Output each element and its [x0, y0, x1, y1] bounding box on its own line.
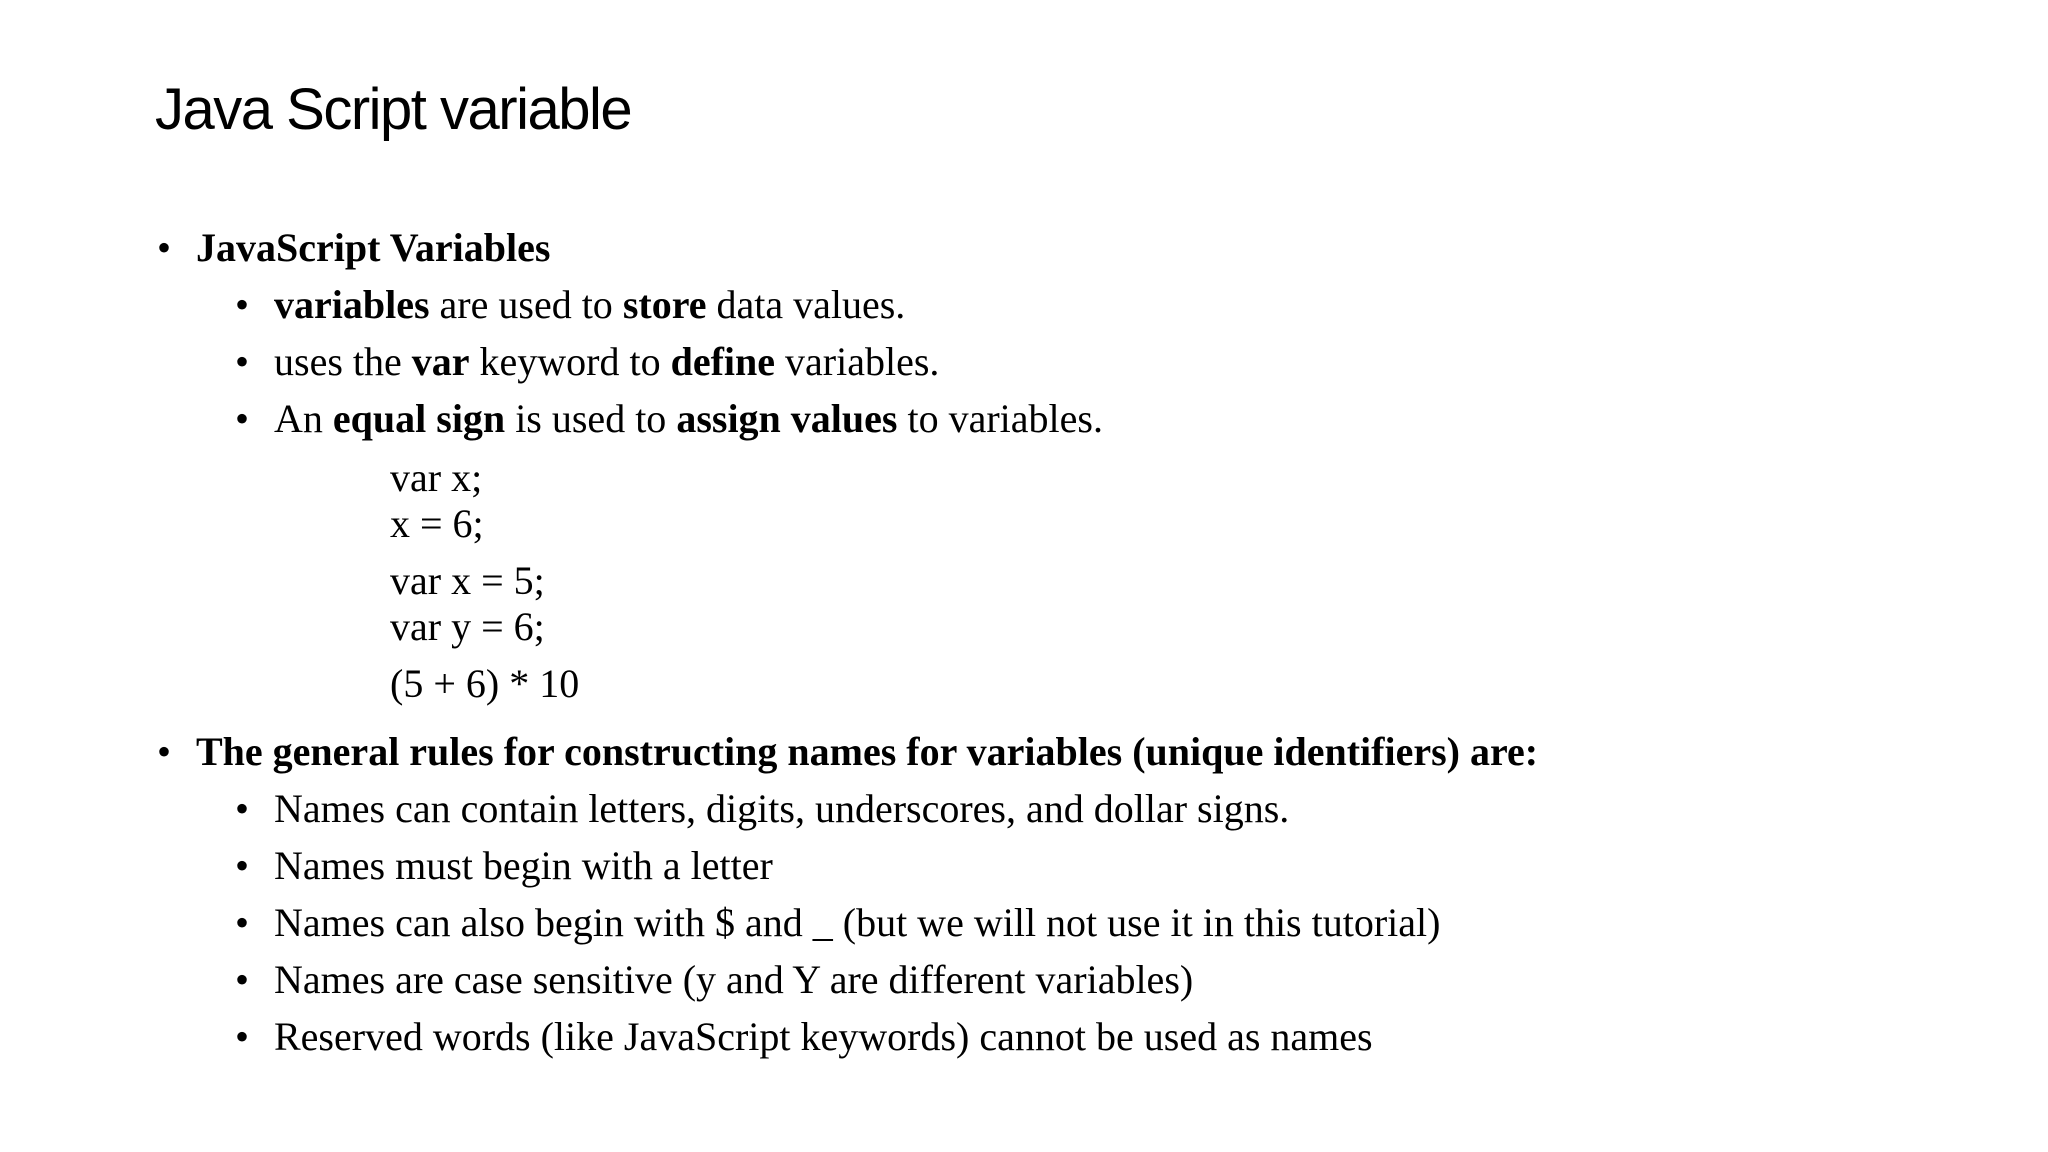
section-heading-text: JavaScript Variables [196, 225, 551, 270]
bullet-icon: • [235, 396, 250, 441]
bullet-icon: • [235, 1014, 250, 1059]
list-item-text: variables are used to store data values. [274, 282, 906, 327]
section-heading-text: The general rules for constructing names for variables (unique identifiers) are: [196, 729, 1539, 774]
bullet-icon: • [235, 339, 250, 384]
list-item-text: Names can also begin with $ and _ (but we will not use it in this tutorial) [274, 900, 1441, 945]
bullet-icon: • [235, 786, 250, 831]
code-line: var y = 6; [390, 604, 545, 649]
bullet-icon: • [157, 729, 172, 774]
bullet-icon: • [157, 225, 172, 270]
list-item-text: Names must begin with a letter [274, 843, 773, 888]
code-line: x = 6; [390, 501, 484, 546]
code-line: var x; [390, 455, 483, 500]
list-item-text: Names are case sensitive (y and Y are different variables) [274, 957, 1194, 1002]
slide-title: Java Script variable [155, 77, 632, 142]
bullet-icon: • [235, 843, 250, 888]
list-item-text: Reserved words (like JavaScript keywords) cannot be used as names [274, 1014, 1373, 1059]
list-item-text: uses the var keyword to define variables. [274, 339, 940, 384]
code-line: (5 + 6) * 10 [390, 661, 580, 706]
bullet-icon: • [235, 957, 250, 1002]
code-line: var x = 5; [390, 558, 545, 603]
list-item-text: An equal sign is used to assign values to variables. [274, 396, 1103, 441]
list-item-text: Names can contain letters, digits, underscores, and dollar signs. [274, 786, 1290, 831]
bullet-icon: • [235, 900, 250, 945]
bullet-icon: • [235, 282, 250, 327]
